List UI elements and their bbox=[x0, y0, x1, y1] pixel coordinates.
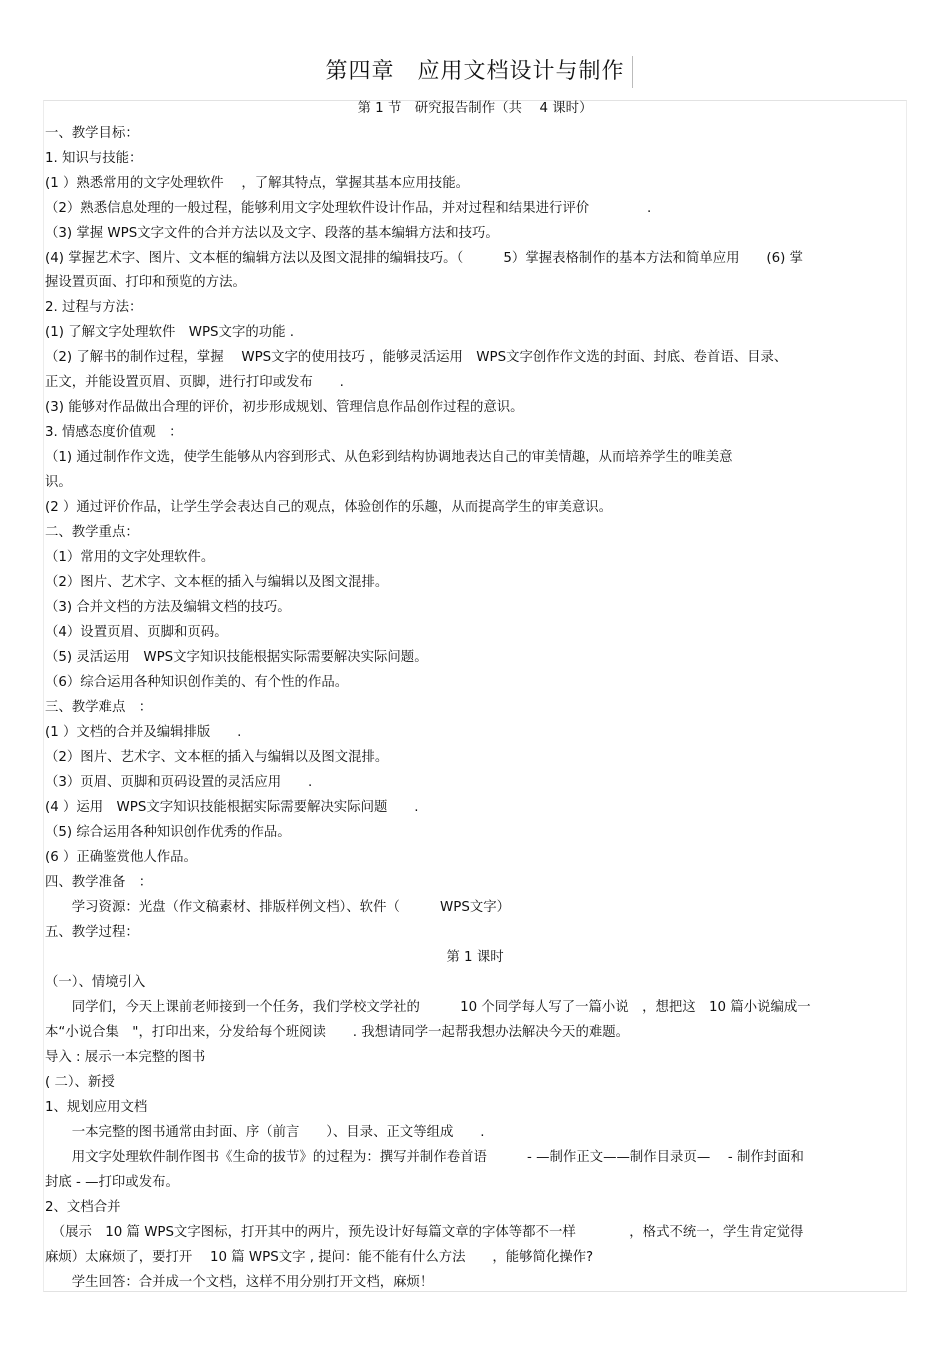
text-line: ( 二）、新授 bbox=[45, 1075, 115, 1090]
text-line: 三、教学难点 ： bbox=[45, 700, 153, 715]
text-line: 学生回答：合并成一个文档，这样不用分别打开文档，麻烦！ bbox=[45, 1275, 434, 1290]
text-line: 麻烦）太麻烦了，要打开 10 篇 WPS文字 , 提问：能不能有什么方法 ，能够简化操作? bbox=[45, 1250, 594, 1265]
text-line: (4 ）运用 WPS文字知识技能根据实际需要解决实际问题 . bbox=[45, 800, 419, 815]
text-line: （3）页眉、页脚和页码设置的灵活应用 . bbox=[45, 775, 313, 790]
text-line: （3) 掌握 WPS文字文件的合并方法以及文字、段落的基本编辑方法和技巧。 bbox=[45, 226, 499, 241]
text-line: 用文字处理软件制作图书《生命的拔节》的过程为：撰写并制作卷首语 - —制作正文——制作目录页— - 制作封面和 bbox=[45, 1150, 804, 1165]
text-line: 3. 情感态度价值观 ： bbox=[45, 425, 183, 440]
text-line: 四、教学准备 ： bbox=[45, 875, 153, 890]
text-line: （1）常用的文字处理软件。 bbox=[45, 550, 215, 565]
text-line: 1、规划应用文档 bbox=[45, 1100, 148, 1115]
text-line: （1) 通过制作作文选，使学生能够从内容到形式、从色彩到结构协调地表达自己的审美情趣，从而培养学生的唯美意 bbox=[45, 450, 733, 465]
text-line: 导入 : 展示一本完整的图书 bbox=[45, 1050, 206, 1065]
text-line: (1 ）熟悉常用的文字处理软件 ，了解其特点，掌握其基本应用技能。 bbox=[45, 176, 469, 191]
text-line: （2）图片、艺术字、文本框的插入与编辑以及图文混排。 bbox=[45, 575, 389, 590]
text-line: (1 ）文档的合并及编辑排版 . bbox=[45, 725, 242, 740]
text-line: （2）熟悉信息处理的一般过程，能够利用文字处理软件设计作品，并对过程和结果进行评价 . bbox=[45, 201, 652, 216]
text-line: (1) 了解文字处理软件 WPS文字的功能 . bbox=[45, 325, 295, 340]
text-line: (2 ）通过评价作品，让学生学会表达自己的观点，体验创作的乐趣，从而提高学生的审美意识。 bbox=[45, 500, 613, 515]
lesson-heading: 第 1 课时 bbox=[446, 950, 504, 965]
text-line: 本“小说合集 "，打印出来，分发给每个班阅读 . 我想请同学一起帮我想办法解决今天的难题。 bbox=[45, 1025, 630, 1040]
text-line: （2) 了解书的制作过程，掌握 WPS文字的使用技巧 ，能够灵活运用 WPS文字创作作文选的封面、封底、卷首语、目录、 bbox=[45, 350, 788, 365]
text-line: 二、教学重点： bbox=[45, 525, 139, 540]
chapter-title: 第四章 应用文档设计与制作 bbox=[325, 59, 625, 84]
text-line: （一）、情境引入 bbox=[45, 975, 146, 990]
text-line: (6 ）正确鉴赏他人作品。 bbox=[45, 850, 197, 865]
text-line: 识。 bbox=[45, 475, 72, 490]
text-line: 1. 知识与技能： bbox=[45, 151, 143, 166]
text-line: 2、文档合并 bbox=[45, 1200, 121, 1215]
text-line: （3) 合并文档的方法及编辑文档的技巧。 bbox=[45, 600, 291, 615]
text-line: 五、教学过程： bbox=[45, 925, 139, 940]
text-line: (3) 能够对作品做出合理的评价，初步形成规划、管理信息作品创作过程的意识。 bbox=[45, 400, 524, 415]
text-line: 封底 - —打印或发布。 bbox=[45, 1175, 179, 1190]
text-line: 同学们，今天上课前老师接到一个任务，我们学校文学社的 10 个同学每人写了一篇小说 ，想把这 10 篇小说编成一 bbox=[45, 1000, 811, 1015]
section-heading: 第 1 节 研究报告制作（共 4 课时） bbox=[357, 101, 593, 116]
text-line: (4) 掌握艺术字、图片、文本框的编辑方法以及图文混排的编辑技巧。（ 5）掌握表格制作的基本方法和简单应用 (6) 掌 bbox=[45, 251, 803, 266]
text-line: （5) 灵活运用 WPS文字知识技能根据实际需要解决实际问题。 bbox=[45, 650, 428, 665]
title-divider bbox=[632, 56, 633, 88]
text-line: 握设置页面、打印和预览的方法。 bbox=[45, 275, 246, 290]
text-line: （6）综合运用各种知识创作美的、有个性的作品。 bbox=[45, 675, 349, 690]
text-line: 2. 过程与方法： bbox=[45, 300, 143, 315]
text-line: （4）设置页眉、页脚和页码。 bbox=[45, 625, 228, 640]
text-line: （2）图片、艺术字、文本框的插入与编辑以及图文混排。 bbox=[45, 750, 389, 765]
text-line: 一、教学目标： bbox=[45, 126, 139, 141]
text-line: 一本完整的图书通常由封面、序（前言 ）、目录、正文等组成 . bbox=[45, 1125, 485, 1140]
text-line: 正文，并能设置页眉、页脚，进行打印或发布 . bbox=[45, 375, 344, 390]
text-line: （展示 10 篇 WPS文字图标，打开其中的两片，预先设计好每篇文章的字体等都不一样 ，格式不统一，学生肯定觉得 bbox=[45, 1225, 804, 1240]
text-line: （5) 综合运用各种知识创作优秀的作品。 bbox=[45, 825, 291, 840]
text-line: 学习资源：光盘（作文稿素材、排版样例文档）、软件（ WPS文字） bbox=[45, 900, 511, 915]
